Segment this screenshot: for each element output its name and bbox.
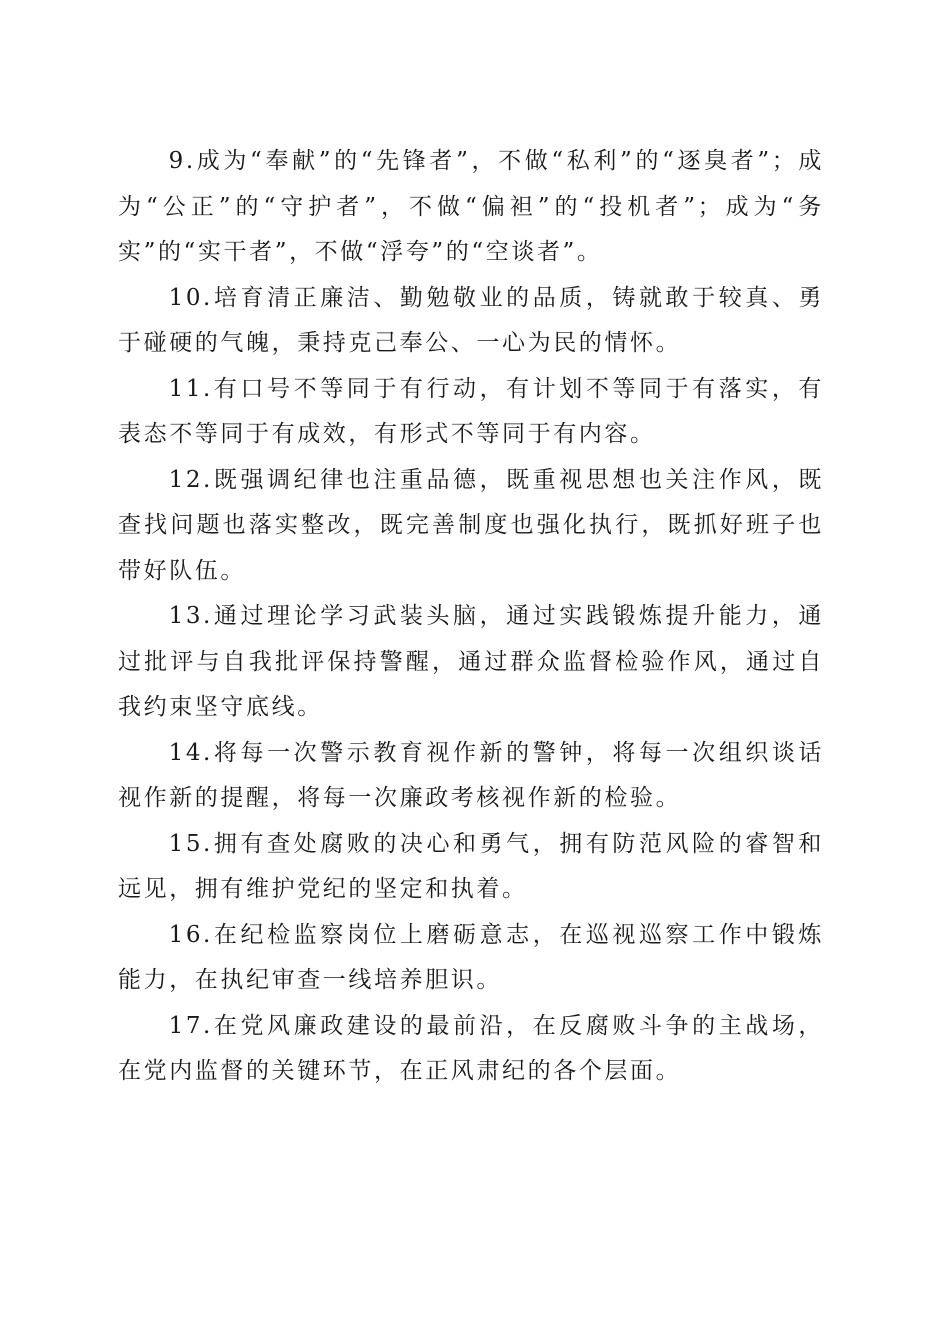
paragraph-9: 9.成为“奉献”的“先锋者”，不做“私利”的“逐臭者”；成为“公正”的“守护者”，不做“偏袒”的“投机者”；成为“务实”的“实干者”，不做“浮夸”的“空谈者”。 (118, 148, 824, 265)
paragraph-15: 15.拥有查处腐败的决心和勇气，拥有防范风险的睿智和远见，拥有维护党纪的坚定和执着。 (118, 830, 824, 902)
paragraph-14: 14.将每一次警示教育视作新的警钟，将每一次组织谈话视作新的提醒，将每一次廉政考核视作新的检验。 (118, 739, 824, 811)
paragraph-10: 10.培育清正廉洁、勤勉敬业的品质，铸就敢于较真、勇于碰硬的气魄，秉持克己奉公、一心为民的情怀。 (118, 284, 824, 356)
paragraph-12: 12.既强调纪律也注重品德，既重视思想也关注作风，既查找问题也落实整改，既完善制度也强化执行，既抓好班子也带好队伍。 (118, 466, 824, 584)
paragraph-13: 13.通过理论学习武装头脑，通过实践锻炼提升能力，通过批评与自我批评保持警醒，通过群众监督检验作风，通过自我约束坚守底线。 (118, 603, 824, 720)
paragraph-11: 11.有口号不等同于有行动，有计划不等同于有落实，有表态不等同于有成效，有形式不等同于有内容。 (118, 375, 824, 447)
paragraph-17: 17.在党风廉政建设的最前沿，在反腐败斗争的主战场，在党内监督的关键环节，在正风肃纪的各个层面。 (118, 1012, 824, 1084)
document-body (118, 139, 824, 1095)
paragraph-16: 16.在纪检监察岗位上磨砺意志，在巡视巡察工作中锻炼能力，在执纪审查一线培养胆识。 (118, 921, 824, 993)
